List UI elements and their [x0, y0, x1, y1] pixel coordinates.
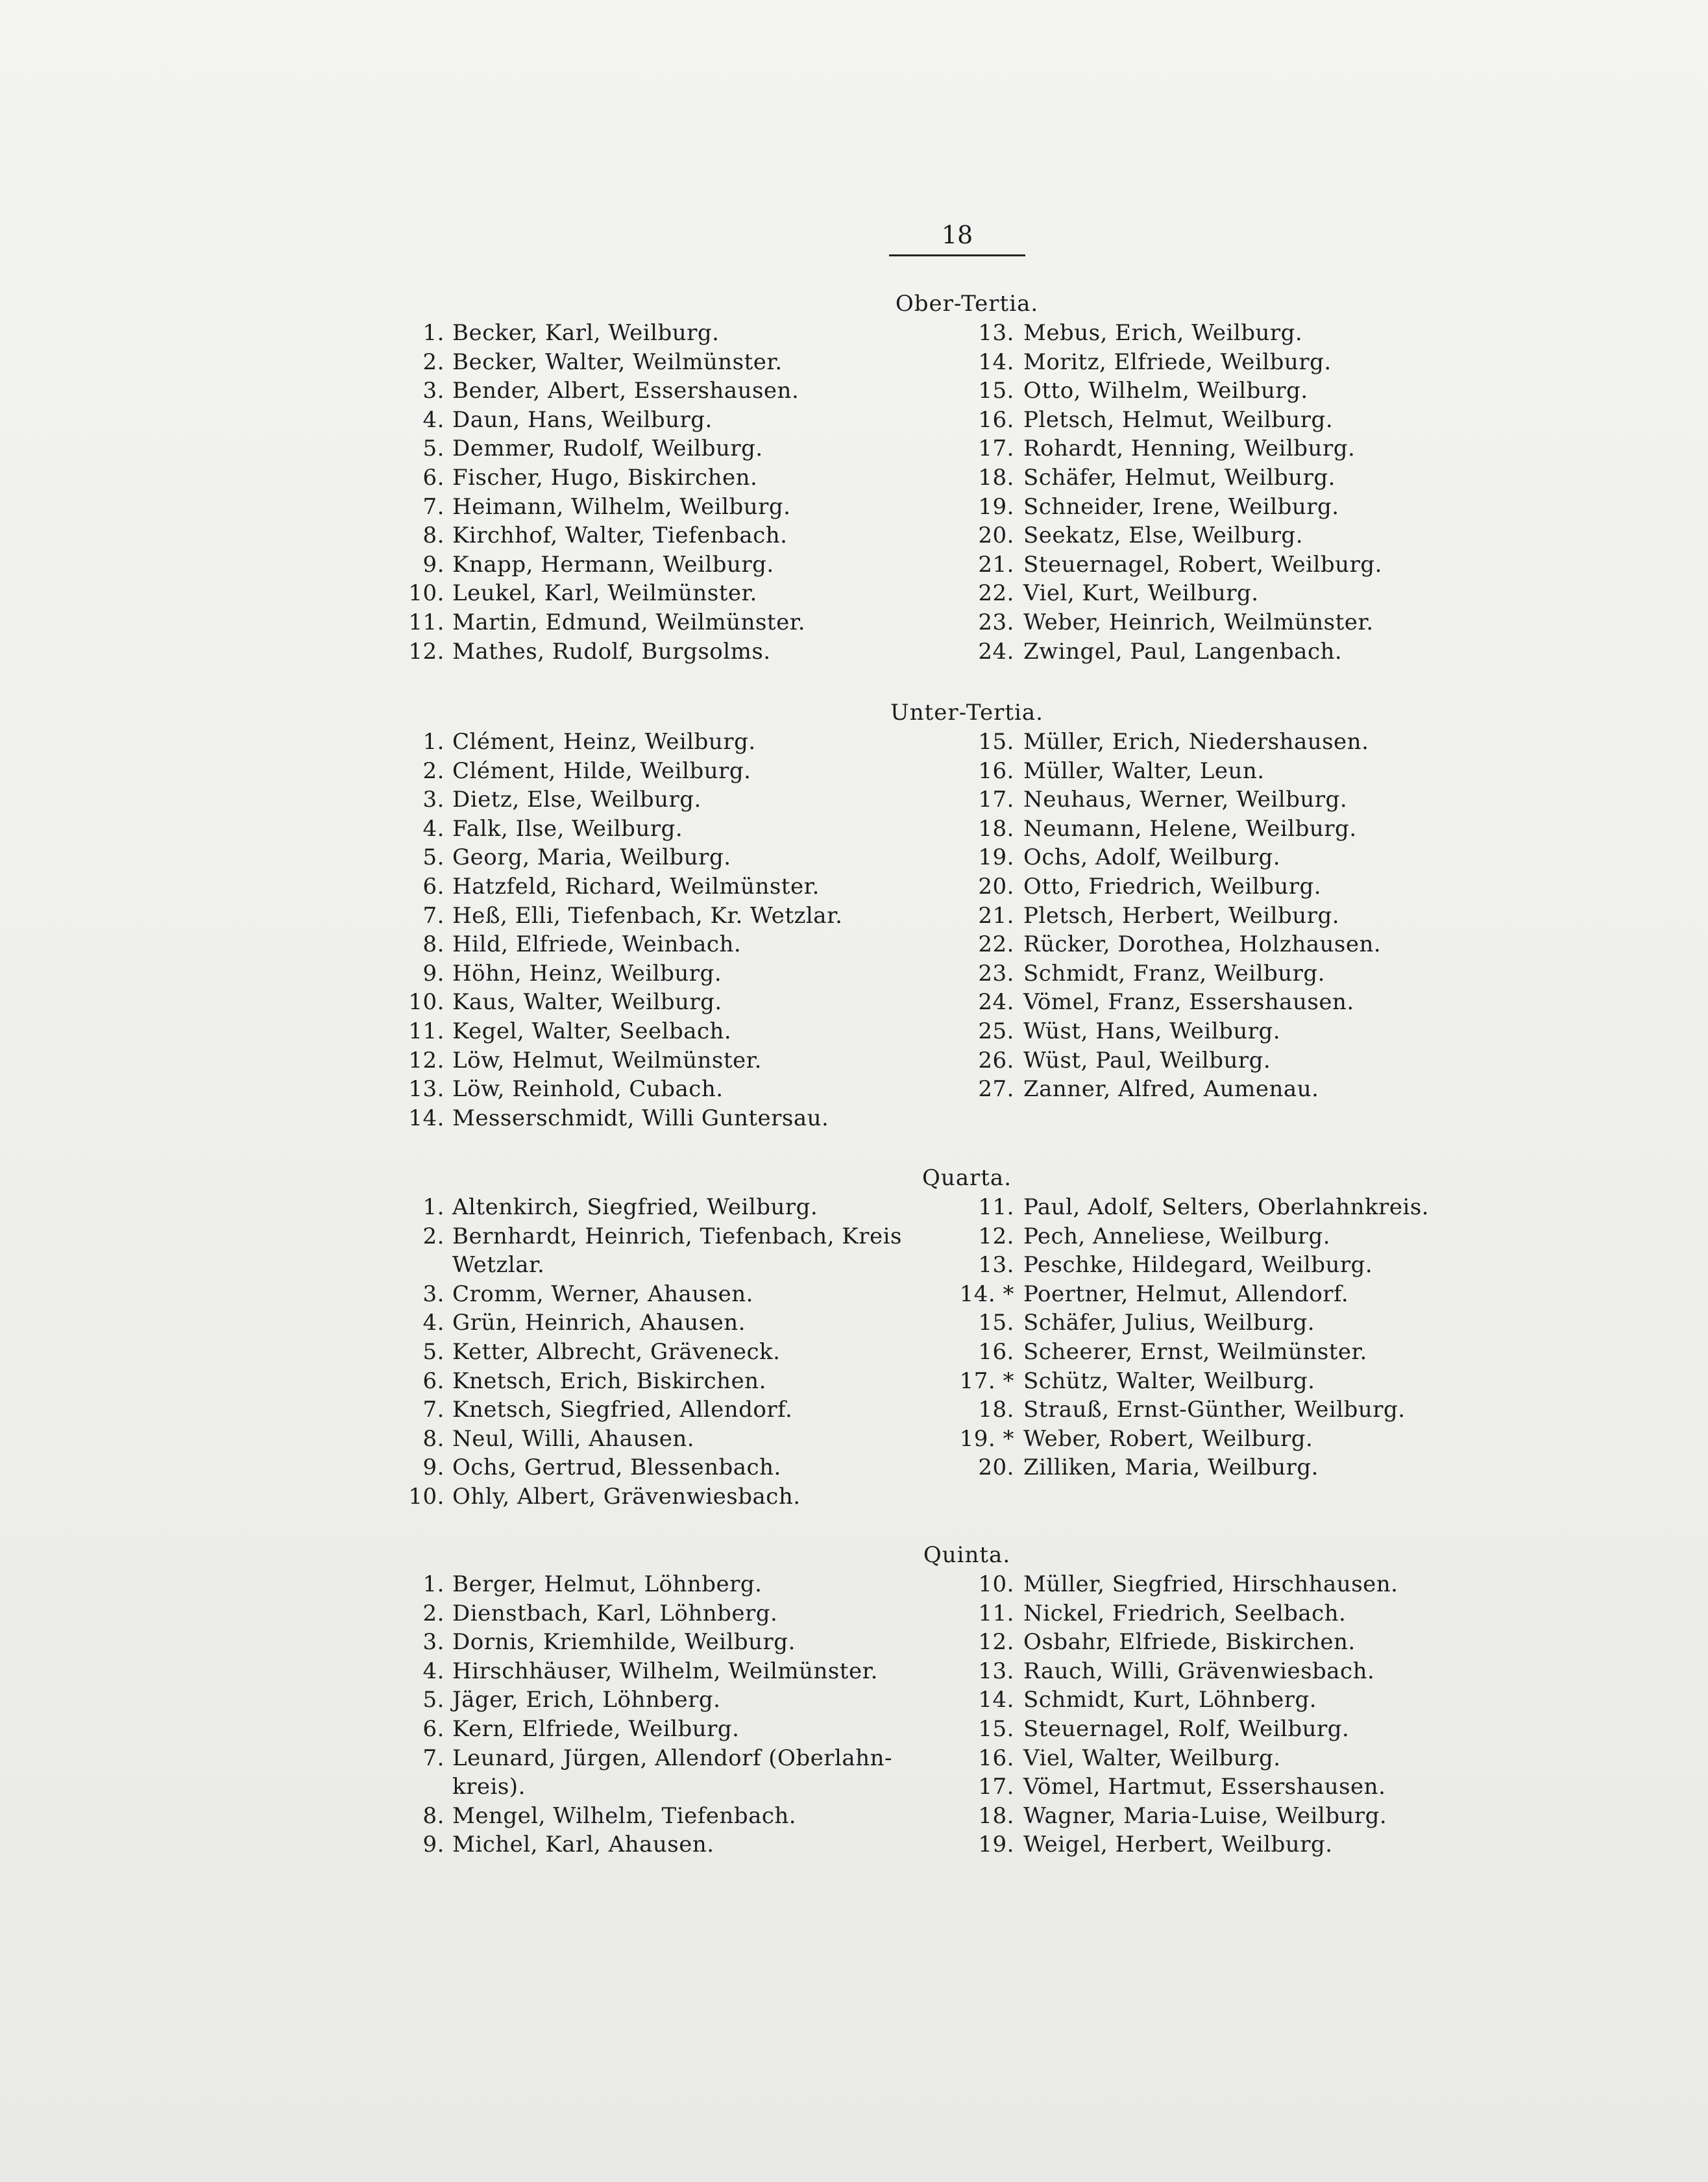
entry-number: 9. [422, 1454, 445, 1481]
entry-number: 3. [422, 1281, 445, 1307]
list-entry [389, 901, 944, 931]
list-entry [944, 1686, 1499, 1715]
list-entry [944, 1308, 1499, 1338]
list-entry [944, 493, 1499, 522]
entry-number: 5. [422, 435, 445, 462]
list-entry [944, 988, 1499, 1017]
left-column [389, 1193, 944, 1512]
entry-text: Pletsch, Helmut, Weilburg. [1023, 406, 1334, 433]
entry-text: Jäger, Erich, Löhnberg. [452, 1687, 721, 1713]
list-entry [944, 1046, 1499, 1075]
list-entry [389, 1744, 944, 1773]
entry-number: 19. [978, 493, 1014, 520]
list-entry [389, 1308, 944, 1338]
entry-number: 12. [408, 638, 445, 665]
list-entry [944, 376, 1499, 406]
entry-number: 15. [978, 378, 1014, 404]
list-entry [944, 1425, 1499, 1454]
entry-number: 7. [422, 902, 445, 929]
entry-text: Dietz, Else, Weilburg. [452, 787, 702, 813]
list-entry [944, 1017, 1499, 1046]
entry-number: 3. [422, 787, 445, 813]
entry-number: 18. [978, 464, 1014, 491]
list-entry [944, 959, 1499, 988]
list-entry [389, 785, 944, 815]
list-entry [944, 1657, 1499, 1686]
entry-number: 12. [408, 1047, 445, 1073]
entry-text: Cromm, Werner, Ahausen. [452, 1281, 753, 1307]
entry-text: Neuhaus, Werner, Weilburg. [1023, 787, 1348, 813]
entry-number: 17. [978, 435, 1014, 462]
list-entry [389, 1425, 944, 1454]
entry-number: 13. [978, 1658, 1014, 1684]
list-entry [944, 930, 1499, 959]
list-entry [944, 463, 1499, 493]
list-entry [944, 757, 1499, 786]
list-entry [944, 1453, 1499, 1482]
list-entry [389, 1104, 944, 1133]
entry-text: Altenkirch, Siegfried, Weilburg. [452, 1194, 818, 1220]
entry-text: Leunard, Jürgen, Allendorf (Oberlahn- [452, 1745, 892, 1771]
list-entry [389, 521, 944, 550]
list-entry [389, 348, 944, 377]
section-title: Quarta. [921, 1165, 1012, 1191]
list-entry [389, 1802, 944, 1831]
entry-text: Rücker, Dorothea, Holzhausen. [1023, 931, 1382, 958]
entry-number: 15. [978, 1715, 1014, 1742]
entry-number: 14. [978, 349, 1014, 375]
entry-text: Zwingel, Paul, Langenbach. [1023, 638, 1343, 665]
entry-text: Becker, Walter, Weilmünster. [452, 349, 783, 375]
entry-text: Viel, Kurt, Weilburg. [1023, 580, 1259, 607]
list-entry [389, 757, 944, 786]
right-column [944, 728, 1499, 1133]
entry-text: Müller, Erich, Niedershausen. [1023, 729, 1369, 755]
list-entry [389, 1395, 944, 1425]
entry-text: Löw, Reinhold, Cubach. [452, 1076, 724, 1103]
list-entry [944, 319, 1499, 348]
entry-text: Ketter, Albrecht, Gräveneck. [452, 1338, 781, 1365]
entry-number: 3. [422, 1629, 445, 1656]
list-entry [389, 1715, 944, 1744]
list-entry [944, 1251, 1499, 1280]
entry-number: 19. [978, 844, 1014, 871]
entry-text: Bender, Albert, Essershausen. [452, 378, 799, 404]
list-entry [389, 1628, 944, 1657]
list-entry [944, 1222, 1499, 1251]
entry-text: Müller, Walter, Leun. [1023, 757, 1265, 784]
entry-number: 14. [978, 1687, 1014, 1713]
list-entry [389, 988, 944, 1017]
entry-text: Wagner, Maria-Luise, Weilburg. [1023, 1802, 1387, 1829]
entry-number: 14. [408, 1105, 445, 1131]
list-entry [944, 521, 1499, 550]
entry-text: Nickel, Friedrich, Seelbach. [1023, 1600, 1347, 1626]
list-entry [944, 550, 1499, 580]
entry-text: Viel, Walter, Weilburg. [1023, 1745, 1281, 1771]
entry-text: Moritz, Elfriede, Weilburg. [1023, 349, 1332, 375]
list-entry [944, 815, 1499, 844]
entry-text: Bernhardt, Heinrich, Tiefenbach, Kreis [452, 1223, 902, 1249]
entry-number: 15. [978, 729, 1014, 755]
entry-text: Schäfer, Helmut, Weilburg. [1023, 464, 1336, 491]
entry-text: Otto, Friedrich, Weilburg. [1023, 873, 1322, 900]
entry-number: 3. [422, 378, 445, 404]
entry-number: 5. [422, 1338, 445, 1365]
list-entry [389, 637, 944, 667]
list-entry [389, 434, 944, 463]
list-entry [389, 1657, 944, 1686]
entry-text: Scheerer, Ernst, Weilmünster. [1023, 1338, 1367, 1365]
entry-number: 2. [422, 349, 445, 375]
entry-text: Müller, Siegfried, Hirschhausen. [1023, 1571, 1398, 1597]
entry-number: 24. [978, 638, 1014, 665]
entry-number: 7. [422, 1397, 445, 1423]
entry-number: 4. [422, 406, 445, 433]
section-title: Quinta. [923, 1542, 1011, 1568]
entry-text: Vömel, Franz, Essershausen. [1023, 989, 1354, 1016]
list-entry [389, 1338, 944, 1367]
entry-text: Dornis, Kriemhilde, Weilburg. [452, 1629, 796, 1656]
entry-number: 16. [978, 757, 1014, 784]
entry-text: Heimann, Wilhelm, Weilburg. [452, 493, 791, 520]
entry-text: Clément, Hilde, Weilburg. [452, 757, 751, 784]
list-entry [944, 1830, 1499, 1859]
entry-text: Neumann, Helene, Weilburg. [1023, 815, 1357, 842]
entry-text: Kaus, Walter, Weilburg. [452, 989, 722, 1016]
entry-number: 16. [978, 406, 1014, 433]
entry-text: Schmidt, Kurt, Löhnberg. [1023, 1687, 1317, 1713]
right-column [944, 319, 1499, 666]
entry-number: 23. [978, 960, 1014, 987]
entry-text: Knetsch, Siegfried, Allendorf. [452, 1397, 793, 1423]
entry-number: 21. [978, 902, 1014, 929]
entry-text: Mengel, Wilhelm, Tiefenbach. [452, 1802, 797, 1829]
list-entry [944, 1570, 1499, 1599]
entry-text: Fischer, Hugo, Biskirchen. [452, 464, 758, 491]
list-entry [944, 785, 1499, 815]
entry-text: Georg, Maria, Weilburg. [452, 844, 731, 871]
entry-text: Zilliken, Maria, Weilburg. [1023, 1454, 1319, 1481]
entry-text: Knetsch, Erich, Biskirchen. [452, 1367, 766, 1394]
entry-number: 6. [422, 1367, 445, 1394]
entry-text: Leukel, Karl, Weilmünster. [452, 580, 757, 607]
entry-number: 1. [422, 1194, 445, 1220]
entry-text: Weigel, Herbert, Weilburg. [1023, 1832, 1333, 1858]
entry-text: Becker, Karl, Weilburg. [452, 320, 720, 346]
entry-text: Ochs, Gertrud, Blessenbach. [452, 1454, 781, 1481]
entry-text: Ochs, Adolf, Weilburg. [1023, 844, 1281, 871]
entry-number: 17. [978, 1774, 1014, 1800]
entry-text: Neul, Willi, Ahausen. [452, 1425, 695, 1452]
entry-text: Zanner, Alfred, Aumenau. [1023, 1076, 1319, 1103]
entry-text: Berger, Helmut, Löhnberg. [452, 1571, 762, 1597]
entry-number: 15. [978, 1310, 1014, 1336]
entry-text: Mathes, Rudolf, Burgsolms. [452, 638, 771, 665]
entry-text: Schütz, Walter, Weilburg. [1023, 1367, 1315, 1394]
list-entry [944, 608, 1499, 637]
list-entry-continuation [389, 1251, 944, 1280]
entry-number: 7. [422, 493, 445, 520]
entry-number: 1. [422, 729, 445, 755]
list-entry [944, 579, 1499, 608]
entry-number: 22. [978, 580, 1014, 607]
section-ober-tertia [389, 289, 1499, 666]
entry-number: 13. [408, 1076, 445, 1103]
entry-number: 2. [422, 1600, 445, 1626]
entry-number: 10. [978, 1571, 1014, 1597]
list-entry [944, 901, 1499, 931]
list-entry [389, 1482, 944, 1512]
entry-text: Kirchhof, Walter, Tiefenbach. [452, 522, 788, 549]
list-entry [389, 1017, 944, 1046]
list-entry [389, 815, 944, 844]
entry-text: Clément, Heinz, Weilburg. [452, 729, 756, 755]
section-unter-tertia [389, 698, 1499, 1133]
entry-number: 9. [422, 551, 445, 578]
left-column [389, 1570, 944, 1859]
entry-number: 23. [978, 609, 1014, 635]
list-entry [944, 1715, 1499, 1744]
entry-text: Hirschhäuser, Wilhelm, Weilmünster. [452, 1658, 878, 1684]
entry-text: Hild, Elfriede, Weinbach. [452, 931, 742, 958]
list-entry [944, 1744, 1499, 1773]
entry-number: 5. [422, 1687, 445, 1713]
page-number-rule [889, 254, 1025, 256]
entry-number: 17. [978, 787, 1014, 813]
list-entry [944, 1599, 1499, 1628]
list-entry [944, 1280, 1499, 1309]
entry-text: Strauß, Ernst-Günther, Weilburg. [1023, 1397, 1406, 1423]
list-entry [389, 319, 944, 348]
entry-number: 1. [422, 320, 445, 346]
entry-text: Kegel, Walter, Seelbach. [452, 1018, 732, 1044]
entry-number: 27. [978, 1076, 1014, 1103]
list-entry [389, 550, 944, 580]
entry-text: Michel, Karl, Ahausen. [452, 1832, 714, 1858]
entry-number: 10. [408, 580, 445, 607]
entry-text: Wetzlar. [452, 1252, 545, 1279]
entry-text: Demmer, Rudolf, Weilburg. [452, 435, 763, 462]
entry-text: Heß, Elli, Tiefenbach, Kr. Wetzlar. [452, 902, 843, 929]
entry-text: Weber, Heinrich, Weilmünster. [1023, 609, 1374, 635]
entry-number: 12. [978, 1223, 1014, 1249]
list-entry [389, 463, 944, 493]
entry-number: 10. [408, 989, 445, 1016]
list-entry [944, 843, 1499, 872]
entry-number: 6. [422, 464, 445, 491]
list-entry-continuation [389, 1772, 944, 1802]
entry-number: 16. [978, 1745, 1014, 1771]
list-entry [389, 1193, 944, 1222]
entry-text: Schneider, Irene, Weilburg. [1023, 493, 1339, 520]
list-entry [389, 493, 944, 522]
list-entry [389, 1570, 944, 1599]
entry-text: Messerschmidt, Willi Guntersau. [452, 1105, 829, 1131]
entry-number: 8. [422, 931, 445, 958]
section-quarta [389, 1163, 1499, 1512]
entry-text: Steuernagel, Rolf, Weilburg. [1023, 1715, 1350, 1742]
entry-text: Wüst, Hans, Weilburg. [1023, 1018, 1281, 1044]
list-entry [944, 348, 1499, 377]
list-entry [944, 1628, 1499, 1657]
entry-text: Schäfer, Julius, Weilburg. [1023, 1310, 1315, 1336]
entry-number: 19. [978, 1832, 1014, 1858]
entry-number: 20. [978, 1454, 1014, 1481]
right-column [944, 1193, 1499, 1512]
list-entry [389, 1075, 944, 1104]
entry-text: Osbahr, Elfriede, Biskirchen. [1023, 1629, 1356, 1656]
list-entry [389, 1453, 944, 1482]
entry-number: 20. [978, 522, 1014, 549]
entry-text: Knapp, Hermann, Weilburg. [452, 551, 774, 578]
list-entry [389, 579, 944, 608]
entry-text: Daun, Hans, Weilburg. [452, 406, 713, 433]
list-entry [389, 1599, 944, 1628]
list-entry [389, 872, 944, 901]
list-entry [389, 728, 944, 757]
entry-number: 16. [978, 1338, 1014, 1365]
entry-number: 8. [422, 522, 445, 549]
list-entry [944, 1802, 1499, 1831]
entry-text: Vömel, Hartmut, Essershausen. [1023, 1774, 1386, 1800]
list-entry [389, 843, 944, 872]
entry-number: 2. [422, 757, 445, 784]
list-entry [944, 1075, 1499, 1104]
left-column [389, 319, 944, 666]
entry-number: 11. [408, 609, 445, 635]
entry-text: Löw, Helmut, Weilmünster. [452, 1047, 762, 1073]
entry-number: 13. [978, 320, 1014, 346]
entry-number: 4. [422, 1658, 445, 1684]
list-entry [944, 1193, 1499, 1222]
list-entry [389, 959, 944, 988]
entry-text: Falk, Ilse, Weilburg. [452, 815, 683, 842]
entry-number: 21. [978, 551, 1014, 578]
entry-text: Schmidt, Franz, Weilburg. [1023, 960, 1325, 987]
entry-text: Poertner, Helmut, Allendorf. [1023, 1281, 1349, 1307]
entry-text: Hatzfeld, Richard, Weilmünster. [452, 873, 820, 900]
right-column [944, 1570, 1499, 1859]
entry-number: 6. [422, 1715, 445, 1742]
entry-number: 18. [978, 1397, 1014, 1423]
list-entry [944, 1772, 1499, 1802]
entry-number: 1. [422, 1571, 445, 1597]
entry-number: 11. [978, 1600, 1014, 1626]
list-entry [944, 1338, 1499, 1367]
page-number: 18 [941, 221, 973, 249]
entry-text: Peschke, Hildegard, Weilburg. [1023, 1252, 1373, 1279]
entry-text: Kern, Elfriede, Weilburg. [452, 1715, 740, 1742]
entry-text: Dienstbach, Karl, Löhnberg. [452, 1600, 778, 1626]
entry-number: 18. [978, 1802, 1014, 1829]
section-quinta [389, 1540, 1499, 1859]
entry-text: Pech, Anneliese, Weilburg. [1023, 1223, 1331, 1249]
entry-number: 19. * [959, 1425, 1014, 1452]
list-entry [944, 728, 1499, 757]
entry-text: Grün, Heinrich, Ahausen. [452, 1310, 746, 1336]
entry-number: 12. [978, 1629, 1014, 1656]
entry-text: Paul, Adolf, Selters, Oberlahnkreis. [1023, 1194, 1430, 1220]
entry-text: Rauch, Willi, Grävenwiesbach. [1023, 1658, 1375, 1684]
entry-number: 6. [422, 873, 445, 900]
entry-number: 26. [978, 1047, 1014, 1073]
entry-text: Weber, Robert, Weilburg. [1023, 1425, 1313, 1452]
entry-number: 18. [978, 815, 1014, 842]
list-entry [389, 1686, 944, 1715]
list-entry [944, 406, 1499, 435]
entry-number: 22. [978, 931, 1014, 958]
entry-number: 10. [408, 1483, 445, 1510]
entry-text: Rohardt, Henning, Weilburg. [1023, 435, 1356, 462]
list-entry [389, 376, 944, 406]
entry-text: Mebus, Erich, Weilburg. [1023, 320, 1303, 346]
entry-number: 8. [422, 1425, 445, 1452]
entry-number: 11. [408, 1018, 445, 1044]
entry-number: 9. [422, 960, 445, 987]
entry-text: Ohly, Albert, Grävenwiesbach. [452, 1483, 801, 1510]
entry-text: Pletsch, Herbert, Weilburg. [1023, 902, 1340, 929]
entry-number: 24. [978, 989, 1014, 1016]
list-entry [944, 1395, 1499, 1425]
entry-number: 20. [978, 873, 1014, 900]
section-title: Ober-Tertia. [895, 291, 1039, 317]
list-entry [389, 1046, 944, 1075]
entry-text: Wüst, Paul, Weilburg. [1023, 1047, 1271, 1073]
entry-text: Otto, Wilhelm, Weilburg. [1023, 378, 1308, 404]
entry-text: Seekatz, Else, Weilburg. [1023, 522, 1304, 549]
entry-text: kreis). [452, 1774, 526, 1800]
entry-number: 14. * [959, 1281, 1014, 1307]
list-entry [389, 406, 944, 435]
list-entry [389, 608, 944, 637]
entry-number: 8. [422, 1802, 445, 1829]
entry-number: 7. [422, 1745, 445, 1771]
list-entry [389, 1280, 944, 1309]
list-entry [944, 434, 1499, 463]
entry-text: Steuernagel, Robert, Weilburg. [1023, 551, 1382, 578]
entry-number: 4. [422, 815, 445, 842]
list-entry [389, 1222, 944, 1251]
left-column [389, 728, 944, 1133]
entry-number: 4. [422, 1310, 445, 1336]
entry-number: 5. [422, 844, 445, 871]
entry-number: 2. [422, 1223, 445, 1249]
list-entry [389, 1367, 944, 1396]
list-entry [389, 1830, 944, 1859]
list-entry [389, 930, 944, 959]
list-entry [944, 637, 1499, 667]
entry-number: 11. [978, 1194, 1014, 1220]
entry-text: Martin, Edmund, Weilmünster. [452, 609, 806, 635]
entry-number: 13. [978, 1252, 1014, 1279]
entry-number: 25. [978, 1018, 1014, 1044]
entry-number: 9. [422, 1832, 445, 1858]
section-title: Unter-Tertia. [890, 700, 1043, 726]
entry-text: Höhn, Heinz, Weilburg. [452, 960, 722, 987]
list-entry [944, 1367, 1499, 1396]
list-entry [944, 872, 1499, 901]
entry-number: 17. * [959, 1367, 1014, 1394]
